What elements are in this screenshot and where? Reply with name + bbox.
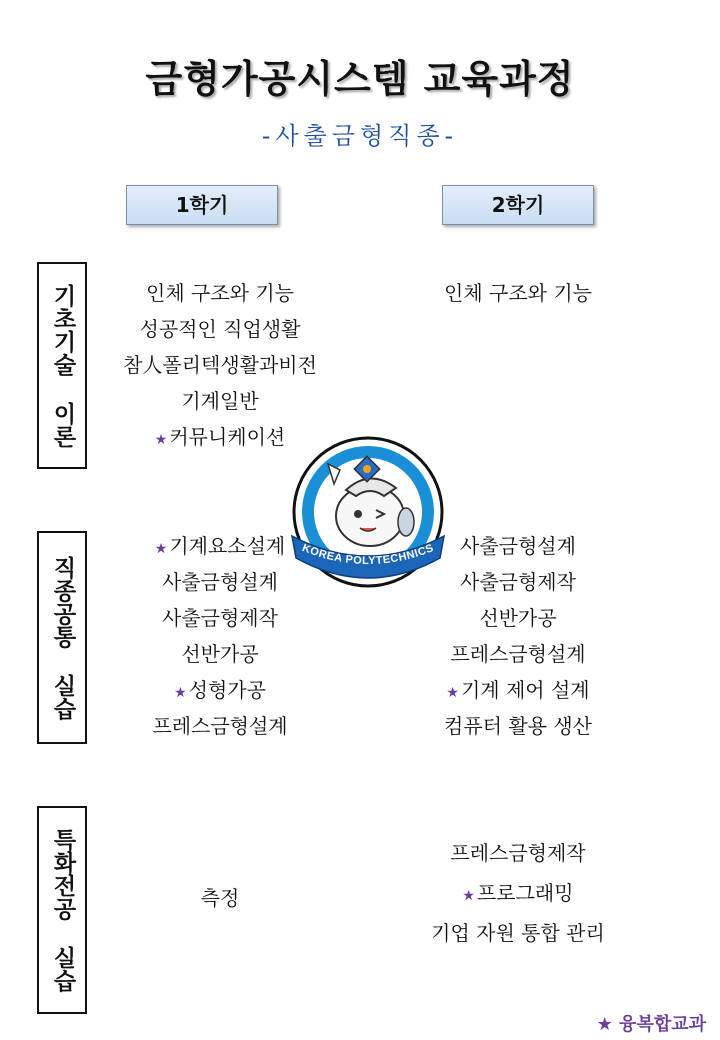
page-title: 금형가공시스템 교육과정 [145,57,575,101]
course-item: 인체 구조와 기능 [444,281,592,305]
section-common-practice: 직종공통 실습 [37,531,87,744]
course-item: ★ 프로그래밍 [462,881,574,905]
course-item: 프레스금형설계 [152,714,288,738]
course-item: 사출금형설계 [460,534,576,558]
course-item: 측정 [200,886,240,910]
course-item: 성공적인 직업생활 [139,317,301,341]
course-item: 프레스금형설계 [450,642,586,666]
basic-sem1-list [70,275,370,455]
course-item: 선반가공 [479,606,557,630]
course-item: 프레스금형제작 [450,841,586,865]
course-item: ★ 커뮤니케이션 [154,425,286,449]
course-item: 인체 구조와 기능 [146,281,294,305]
course-item: ★ 성형가공 [174,678,266,702]
star-icon: ★ [446,685,459,701]
course-item: 기업 자원 통합 관리 [431,921,605,945]
course-item: ★ 기계 제어 설계 [446,678,590,702]
course-item: 사출금형제작 [460,570,576,594]
legend-convergence: ★ 융복합교과 [596,1014,706,1035]
star-icon: ★ [154,541,168,557]
star-icon: ★ [462,888,475,904]
page-subtitle: -사출금형직종- [261,122,459,150]
section-special-practice: 특화전공 실습 [37,806,87,1014]
course-item: ★ 기계요소설계 [154,534,286,558]
korea-polytechnics-logo [288,430,448,600]
semester-1-header: 1학기 [126,185,278,225]
course-item: 사출금형제작 [162,606,278,630]
section-basic-theory: 기초기술 이론 [37,262,87,469]
special-sem1-list [70,880,370,916]
basic-sem2-list [368,275,668,311]
svg-text:KOREA POLYTECHNICS: KOREA POLYTECHNICS [300,542,436,568]
special-sem2-list [368,835,668,951]
course-item: 기계일반 [181,389,259,413]
semester-2-header: 2학기 [442,185,594,225]
course-item: 선반가공 [181,642,259,666]
course-item: 참人폴리텍생활과비전 [123,353,317,377]
course-item: 사출금형설계 [162,570,278,594]
star-icon: ★ [154,432,168,448]
course-item: 컴퓨터 활용 생산 [444,714,592,738]
star-icon: ★ [174,685,187,701]
